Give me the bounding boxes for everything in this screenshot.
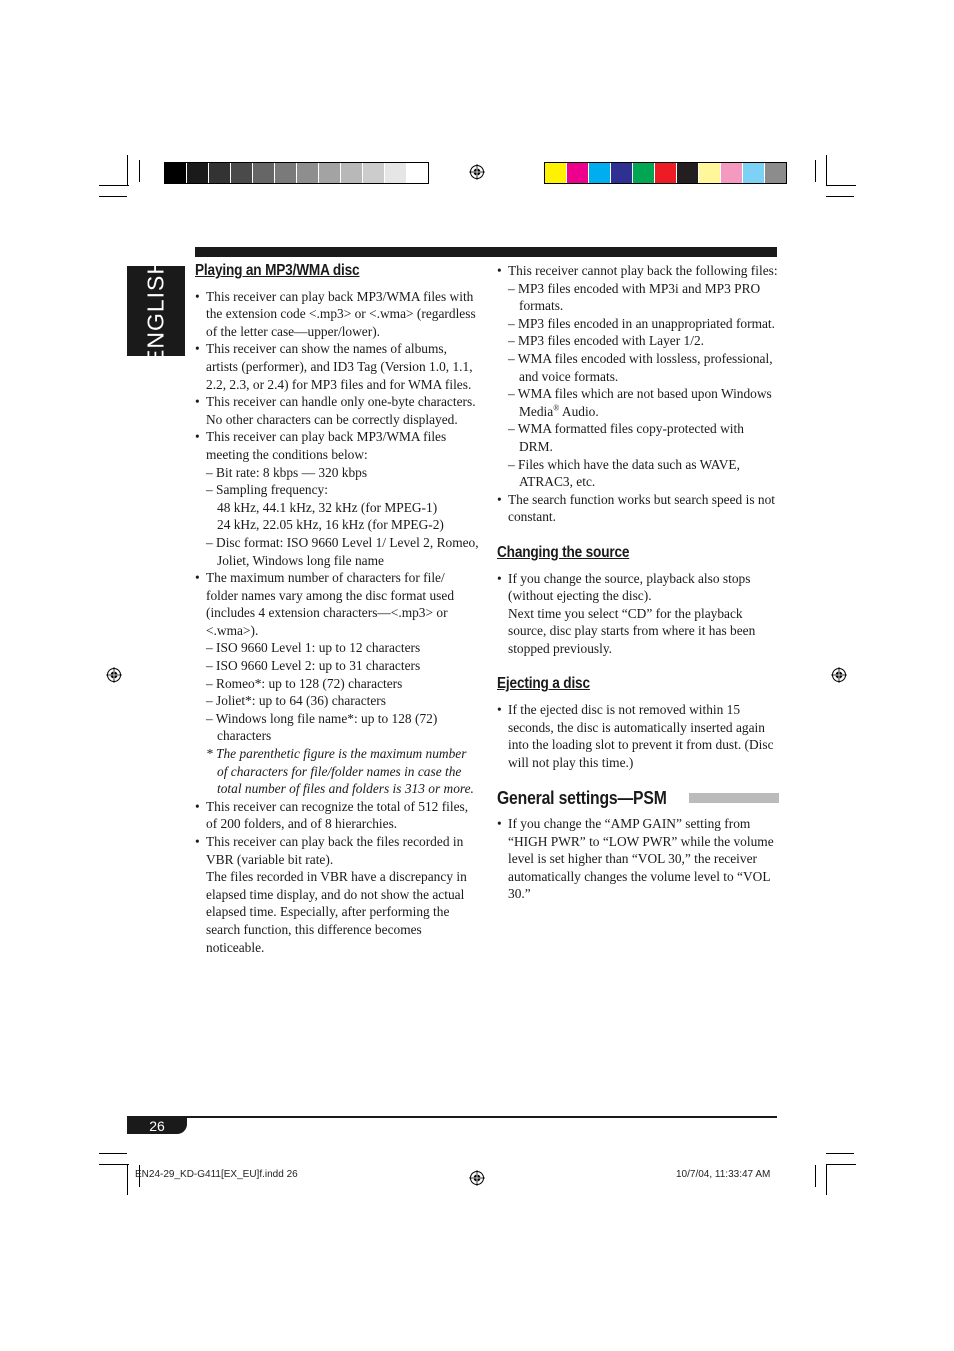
right-column [497, 262, 779, 903]
condition-sampling-mpeg1: 48 kHz, 44.1 kHz, 32 kHz (for MPEG-1) [217, 499, 438, 515]
color-swatch [209, 163, 231, 183]
registration-mark-icon [469, 1170, 485, 1186]
registration-mark-icon [106, 667, 122, 683]
list-item: • This receiver can play back MP3/WMA files with the extension code <.mp3> or <.wma> (regardless of the letter case—upper/lower). [195, 288, 480, 341]
color-swatch [385, 163, 407, 183]
crop-mark [99, 185, 129, 186]
source-text-2: Next time you select “CD” for the playback source, disc play starts from where it has been stopped previously. [508, 605, 756, 656]
unsupported-item: – MP3 files encoded with Layer 1/2. [508, 333, 704, 349]
registration-mark-icon [831, 667, 847, 683]
unsupported-item: – MP3 files encoded in an unappropriated format. [508, 315, 775, 331]
crop-mark [815, 160, 816, 182]
condition-sampling: – Sampling frequency: [206, 482, 328, 498]
section-heading-source: Changing the source [497, 543, 630, 561]
crop-mark [127, 1165, 128, 1195]
maxchars-item: – ISO 9660 Level 1: up to 12 characters [206, 640, 421, 656]
language-label: ENGLISH [142, 257, 169, 365]
list-item: • This receiver can handle only one-byte characters. No other characters can be correctly displayed. [195, 393, 480, 428]
audio-word: Audio. [559, 403, 599, 419]
maxchars-item: – Joliet*: up to 64 (36) characters [206, 693, 386, 709]
unsupported-list [497, 262, 779, 526]
color-swatch [297, 163, 319, 183]
mp3-wma-list [195, 288, 480, 957]
condition-bitrate: – Bit rate: 8 kbps — 320 kbps [206, 464, 368, 480]
maxchars-item: – Romeo*: up to 128 (72) characters [206, 675, 403, 691]
color-swatch [545, 163, 567, 183]
footer-rule [127, 1116, 777, 1118]
registration-mark-icon [469, 164, 485, 180]
list-item: • If the ejected disc is not removed within 15 seconds, the disc is automatically inserted again into the loading slot to prevent it from dust. (Disc will not play this time.) [497, 701, 779, 771]
list-item [195, 833, 480, 956]
list-item: • This receiver can recognize the total of 512 files, of 200 folders, and of 8 hierarchies. [195, 798, 480, 833]
color-swatch [275, 163, 297, 183]
section-heading-psm [497, 789, 779, 807]
grayscale-color-bar [164, 162, 429, 184]
color-swatch [699, 163, 721, 183]
list-item [195, 428, 480, 569]
crop-mark [826, 185, 856, 186]
unsupported-item: – MP3 files encoded with MP3i and MP3 PRO formats. [508, 280, 761, 314]
crop-mark [815, 1165, 816, 1187]
heading-bar [689, 793, 779, 803]
list-item [497, 262, 779, 491]
color-swatch [677, 163, 699, 183]
color-swatch [407, 163, 428, 183]
vbr-note: The files recorded in VBR have a discrepancy in elapsed time display, and do not show the actual elapsed time. Especially, after performing the search function, this difference becomes noticeable. [206, 869, 467, 955]
section-heading-mp3-wma: Playing an MP3/WMA disc [195, 262, 360, 279]
language-tab [127, 257, 185, 365]
footer-timestamp: 10/7/04, 11:33:47 AM [676, 1169, 771, 1180]
crop-mark [826, 196, 854, 197]
list-item [497, 570, 779, 658]
maxchars-item: – Windows long file name*: up to 128 (72) characters [206, 710, 438, 744]
condition-sampling-mpeg2: 24 kHz, 22.05 kHz, 16 kHz (for MPEG-2) [217, 517, 444, 533]
unsupported-item: – WMA formatted files copy-protected with DRM. [508, 421, 744, 454]
footer-file-name: EN24-29_KD-G411[EX_EU]f.indd 26 [135, 1169, 298, 1180]
psm-title: General settings—PSM [497, 787, 667, 809]
color-swatch [231, 163, 253, 183]
psm-list [497, 815, 779, 903]
color-swatch [611, 163, 633, 183]
color-swatch [633, 163, 655, 183]
process-color-bar [544, 162, 787, 184]
maxchars-item: – ISO 9660 Level 2: up to 31 characters [206, 658, 421, 674]
crop-mark [139, 160, 140, 182]
color-swatch [765, 163, 786, 183]
color-swatch [165, 163, 187, 183]
source-list [497, 570, 779, 658]
source-text: If you change the source, playback also stops (without ejecting the disc). [508, 570, 751, 604]
condition-disc-format: – Disc format: ISO 9660 Level 1/ Level 2, Romeo, Joliet, Windows long file name [206, 534, 479, 568]
registered-mark: ® [553, 403, 560, 413]
crop-mark [99, 1153, 127, 1154]
crop-mark [99, 196, 127, 197]
color-swatch [363, 163, 385, 183]
vbr-text: This receiver can play back the files recorded in VBR (variable bit rate). [206, 834, 464, 867]
crop-mark [826, 155, 827, 185]
color-swatch [341, 163, 363, 183]
unsupported-item [508, 385, 779, 420]
color-swatch [567, 163, 589, 183]
unsupported-intro: This receiver cannot play back the following files: [508, 263, 778, 278]
crop-mark [127, 155, 128, 185]
left-column [195, 262, 480, 956]
list-item: • This receiver can show the names of albums, artists (performer), and ID3 Tag (Version 1.0, 1.1, 2.2, 2.3, or 2.4) for MP3 files and for WMA files. [195, 340, 480, 393]
list-item [195, 569, 480, 798]
section-heading-eject: Ejecting a disc [497, 675, 590, 693]
list-item: • If you change the “AMP GAIN” setting from “HIGH PWR” to “LOW PWR” while the volume level is set higher than “VOL 30,” the receiver automatically changes the volume level to “VOL 30.” [497, 815, 779, 903]
color-swatch [589, 163, 611, 183]
eject-list [497, 701, 779, 771]
color-swatch [743, 163, 765, 183]
unsupported-item: – WMA files encoded with lossless, professional, and voice formats. [508, 350, 773, 384]
color-swatch [253, 163, 275, 183]
color-swatch [655, 163, 677, 183]
conditions-intro: This receiver can play back MP3/WMA files meeting the conditions below: [206, 429, 447, 462]
footnote: * The parenthetic figure is the maximum number of characters for file/folder names in case the total number of files and folders is 313 or more. [206, 746, 474, 797]
list-item: • The search function works but search speed is not constant. [497, 491, 779, 526]
color-swatch [319, 163, 341, 183]
unsupported-item: – Files which have the data such as WAVE, ATRAC3, etc. [508, 456, 740, 490]
maxchars-intro: The maximum number of characters for file/ folder names vary among the disc format used (includes 4 extension characters—<.mp3> or <.wma>). [206, 570, 455, 638]
crop-mark [826, 1153, 854, 1154]
color-swatch [721, 163, 743, 183]
page-number: 26 [127, 1118, 187, 1134]
crop-mark [99, 1164, 129, 1165]
unsupported-item-text: – WMA files which are not based upon Windows Media [508, 386, 772, 419]
color-swatch [187, 163, 209, 183]
crop-mark [826, 1164, 856, 1165]
crop-mark [826, 1165, 827, 1195]
header-rule [195, 247, 777, 257]
